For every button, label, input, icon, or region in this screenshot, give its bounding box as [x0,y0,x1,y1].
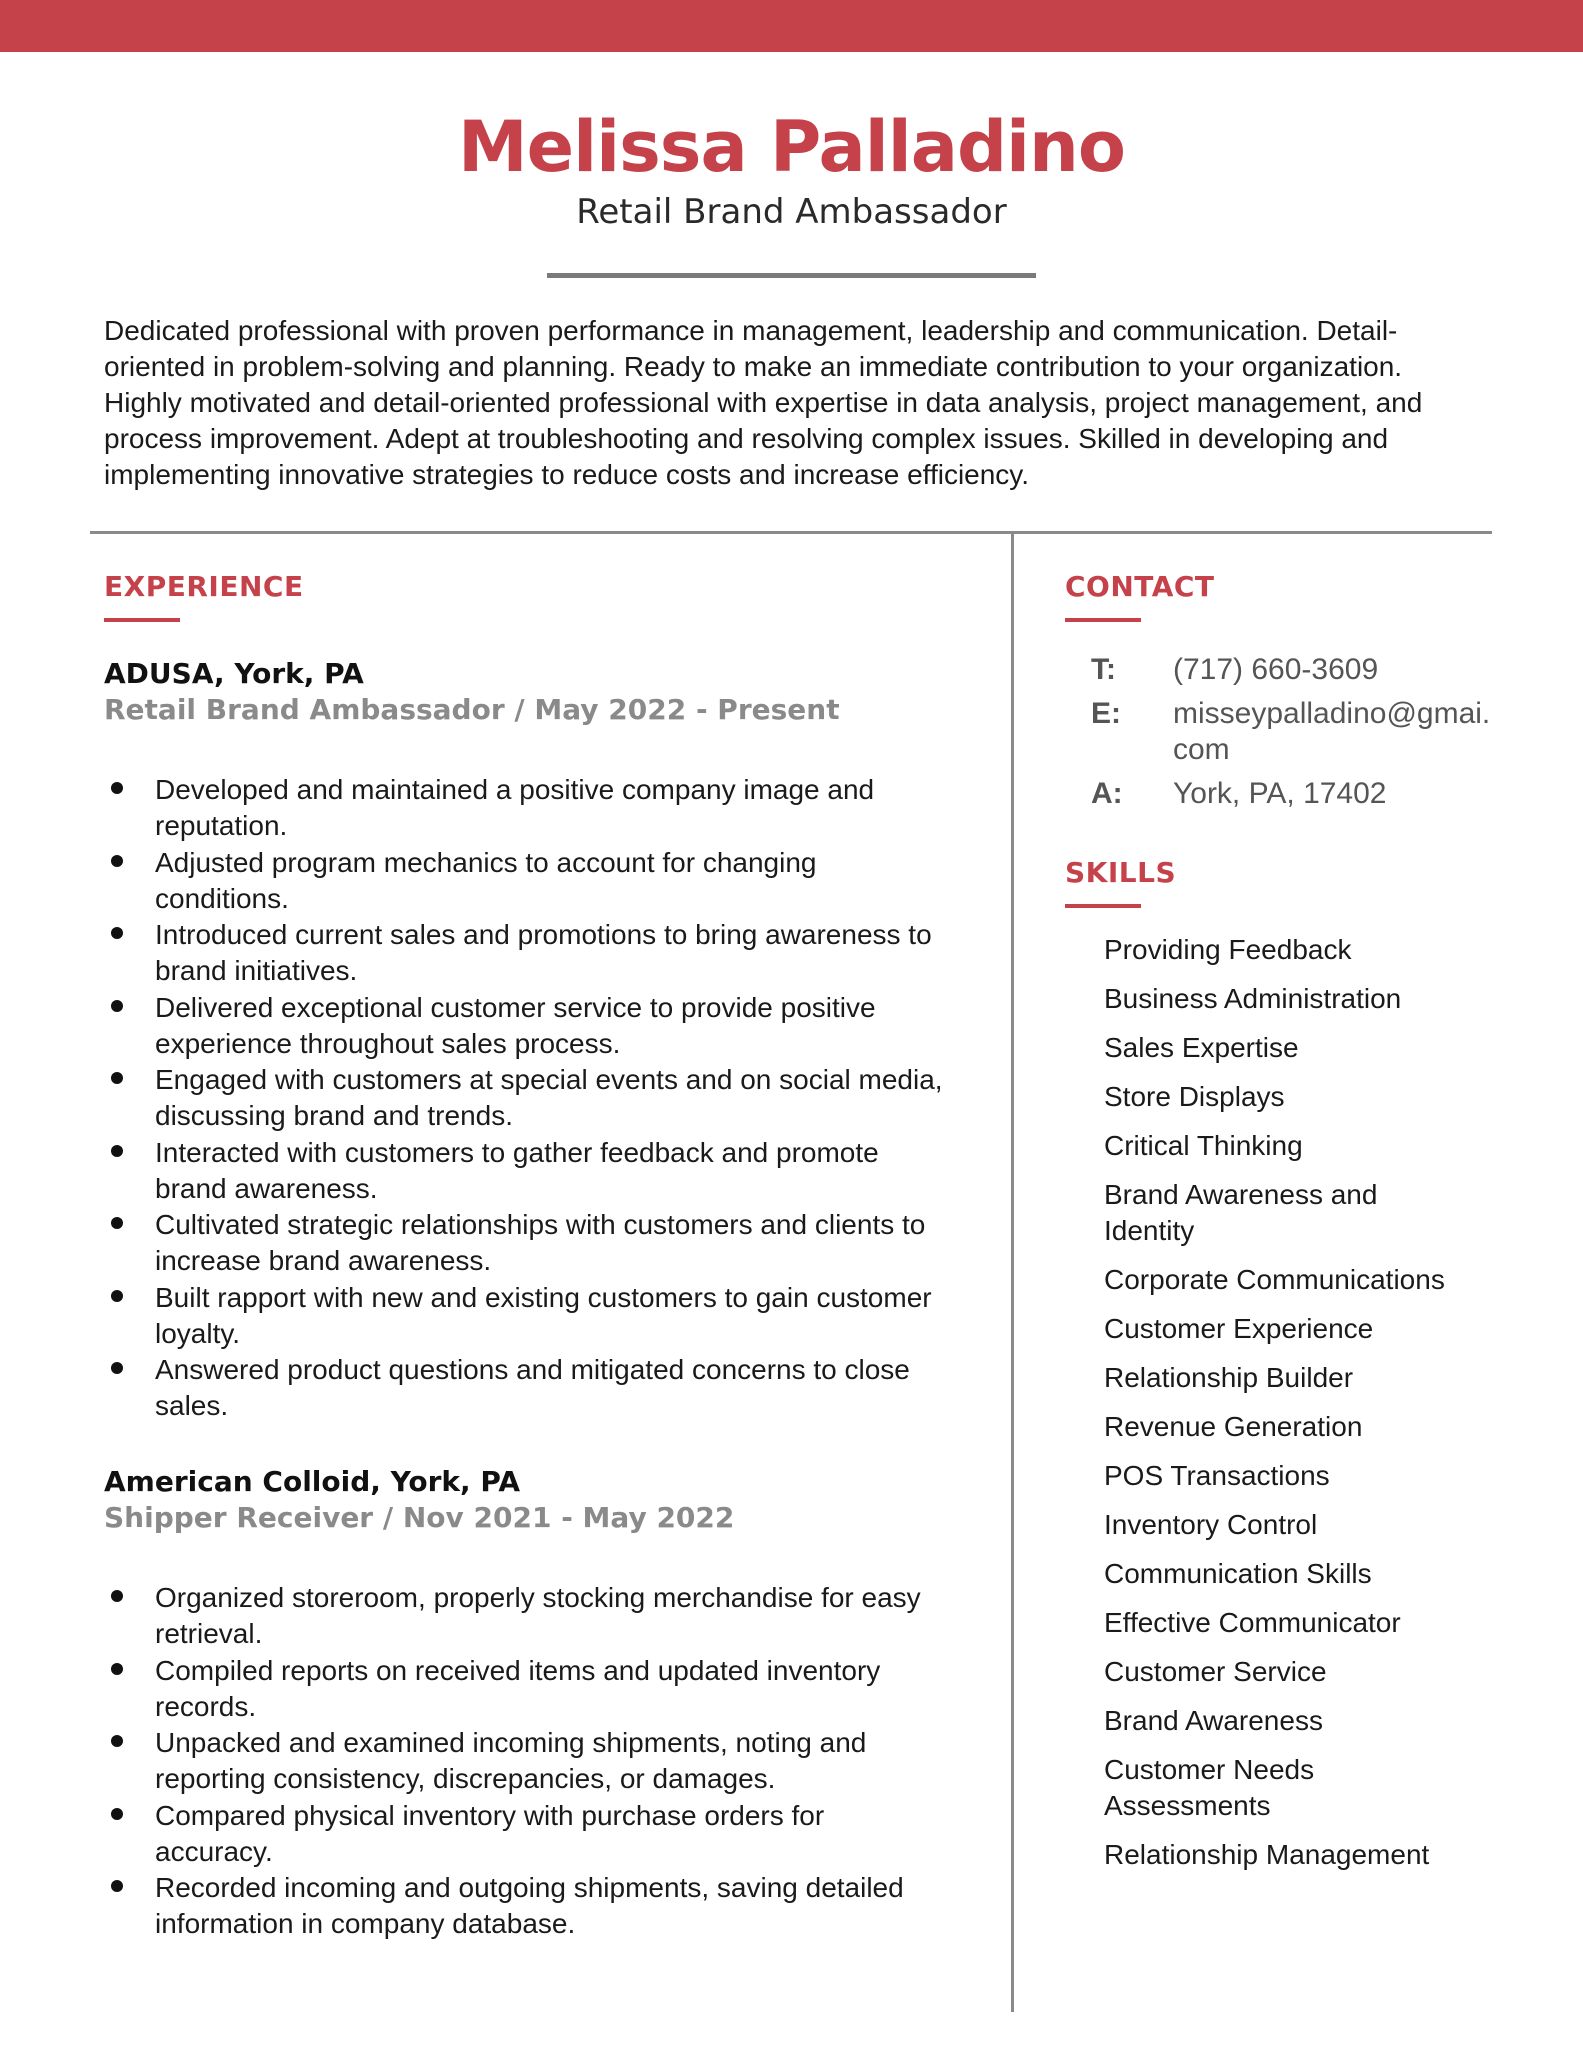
job-company: ADUSA, York, PA [104,657,364,690]
job-bullet-text: Interacted with customers to gather feedback and promote brand awareness. [155,1136,879,1204]
bullet-dot-icon [111,1590,123,1602]
resume-header [0,104,1583,232]
skill-item: Inventory Control [1104,1509,1318,1540]
bullet-dot-icon [111,1145,123,1157]
top-accent-bar [0,0,1583,52]
contact-heading-underline [1065,618,1141,622]
job-list [104,656,944,1942]
skill-item: POS Transactions [1104,1460,1330,1491]
candidate-role: Retail Brand Ambassador [576,192,1007,232]
skill-item: Customer Service [1104,1656,1327,1687]
job-bullet-text: Compiled reports on received items and updated inventory records. [155,1654,881,1722]
professional-summary: Dedicated professional with proven performance in management, leadership and communication. Detail-oriented in problem-solving and planning. Ready to make an immediate contribution to your organization. Highly motivated and detail-oriented professional with expertise in data analysis, project management, and process improvement. Adept at troubleshooting and resolving complex issues. Skilled in developing and implementing innovative strategies to reduce costs and increase efficiency. [104,315,1423,490]
job-bullet [104,1207,944,1279]
bullet-dot-icon [111,1072,123,1084]
contact-details [1065,652,1505,812]
contact-address-row [1065,776,1505,812]
contact-heading: CONTACT [1065,570,1215,603]
job-title-dates: Retail Brand Ambassador / May 2022 - Present [104,693,840,726]
bullet-dot-icon [111,1808,123,1820]
job-entry [104,656,944,1424]
bullet-dot-icon [111,1362,123,1374]
experience-heading-underline [104,618,180,622]
experience-section [104,570,944,1943]
job-company: American Colloid, York, PA [104,1465,521,1498]
skill-item: Communication Skills [1104,1558,1372,1589]
job-bullet-text: Answered product questions and mitigated concerns to close sales. [155,1354,910,1421]
skill-item: Relationship Builder [1104,1362,1354,1393]
skill-item: Customer Experience [1104,1313,1374,1344]
skill-item: Store Displays [1104,1081,1285,1112]
skills-heading-underline [1065,904,1141,908]
skill-item: Brand Awareness [1104,1705,1323,1736]
job-bullet [104,1135,944,1207]
job-bullet-text: Recorded incoming and outgoing shipments, saving detailed information in company database. [155,1872,904,1939]
section-divider-horizontal [90,531,1492,534]
job-bullet [104,1653,944,1725]
job-title-dates: Shipper Receiver / Nov 2021 - May 2022 [104,1501,735,1534]
skill-item: Business Administration [1104,983,1402,1014]
job-bullet [104,1798,944,1870]
skill-item: Sales Expertise [1104,1032,1299,1063]
contact-email-row [1065,696,1505,768]
bullet-dot-icon [111,782,123,794]
skill-item: Corporate Communications [1104,1264,1445,1295]
skill-item: Relationship Management [1104,1839,1430,1870]
candidate-name: Melissa Palladino [458,106,1125,188]
skill-item: Effective Communicator [1104,1607,1401,1638]
bullet-dot-icon [111,855,123,867]
job-bullet-text: Organized storeroom, properly stocking merchandise for easy retrieval. [155,1582,921,1649]
bullet-dot-icon [111,1290,123,1302]
job-bullet [104,917,944,989]
skill-item: Customer Needs Assessments [1104,1754,1315,1821]
bullet-dot-icon [111,1880,123,1892]
address-label: A: [1091,777,1123,810]
section-divider-vertical [1011,532,1014,2012]
contact-phone-row [1065,652,1505,688]
job-bullet-list [104,1580,944,1942]
job-bullet-text: Developed and maintained a positive company image and reputation. [155,774,875,841]
phone-value: (717) 660-3609 [1173,653,1379,686]
sidebar [1065,570,1505,1886]
email-label: E: [1091,697,1121,730]
job-bullet [104,1280,944,1352]
job-bullet [104,845,944,917]
header-divider [547,273,1036,278]
job-bullet [104,1062,944,1134]
job-bullet-text: Introduced current sales and promotions to bring awareness to brand initiatives. [155,919,932,986]
email-value: misseypalladino@gmai.com [1173,697,1491,766]
skill-item: Revenue Generation [1104,1411,1363,1442]
job-bullet [104,1352,944,1424]
skills-section [1065,856,1505,1873]
skills-list [1065,932,1505,1873]
skill-item: Brand Awareness and Identity [1104,1179,1378,1246]
phone-label: T: [1091,653,1116,686]
job-bullet-text: Delivered exceptional customer service to provide positive experience throughout sales process. [155,991,876,1059]
bullet-dot-icon [111,927,123,939]
job-bullet [104,1580,944,1652]
job-bullet [104,772,944,844]
bullet-dot-icon [111,1735,123,1747]
job-bullet-list [104,772,944,1424]
job-bullet-text: Built rapport with new and existing customers to gain customer loyalty. [155,1281,932,1349]
bullet-dot-icon [111,1663,123,1675]
skill-item: Critical Thinking [1104,1130,1303,1161]
job-bullet-text: Adjusted program mechanics to account for changing conditions. [155,846,817,914]
job-entry [104,1464,944,1942]
job-bullet-text: Engaged with customers at special events and on social media, discussing brand and trends. [155,1064,943,1131]
experience-heading: EXPERIENCE [104,570,304,603]
bullet-dot-icon [111,1000,123,1012]
bullet-dot-icon [111,1217,123,1229]
job-bullet [104,990,944,1062]
job-bullet-text: Unpacked and examined incoming shipments, noting and reporting consistency, discrepancies, or damages. [155,1727,867,1794]
job-bullet-text: Cultivated strategic relationships with customers and clients to increase brand awareness. [155,1209,926,1276]
job-bullet [104,1870,944,1942]
job-bullet-text: Compared physical inventory with purchase orders for accuracy. [155,1799,825,1867]
skill-item: Providing Feedback [1104,934,1352,965]
job-bullet [104,1725,944,1797]
skills-heading: SKILLS [1065,856,1177,889]
address-value: York, PA, 17402 [1173,777,1387,810]
